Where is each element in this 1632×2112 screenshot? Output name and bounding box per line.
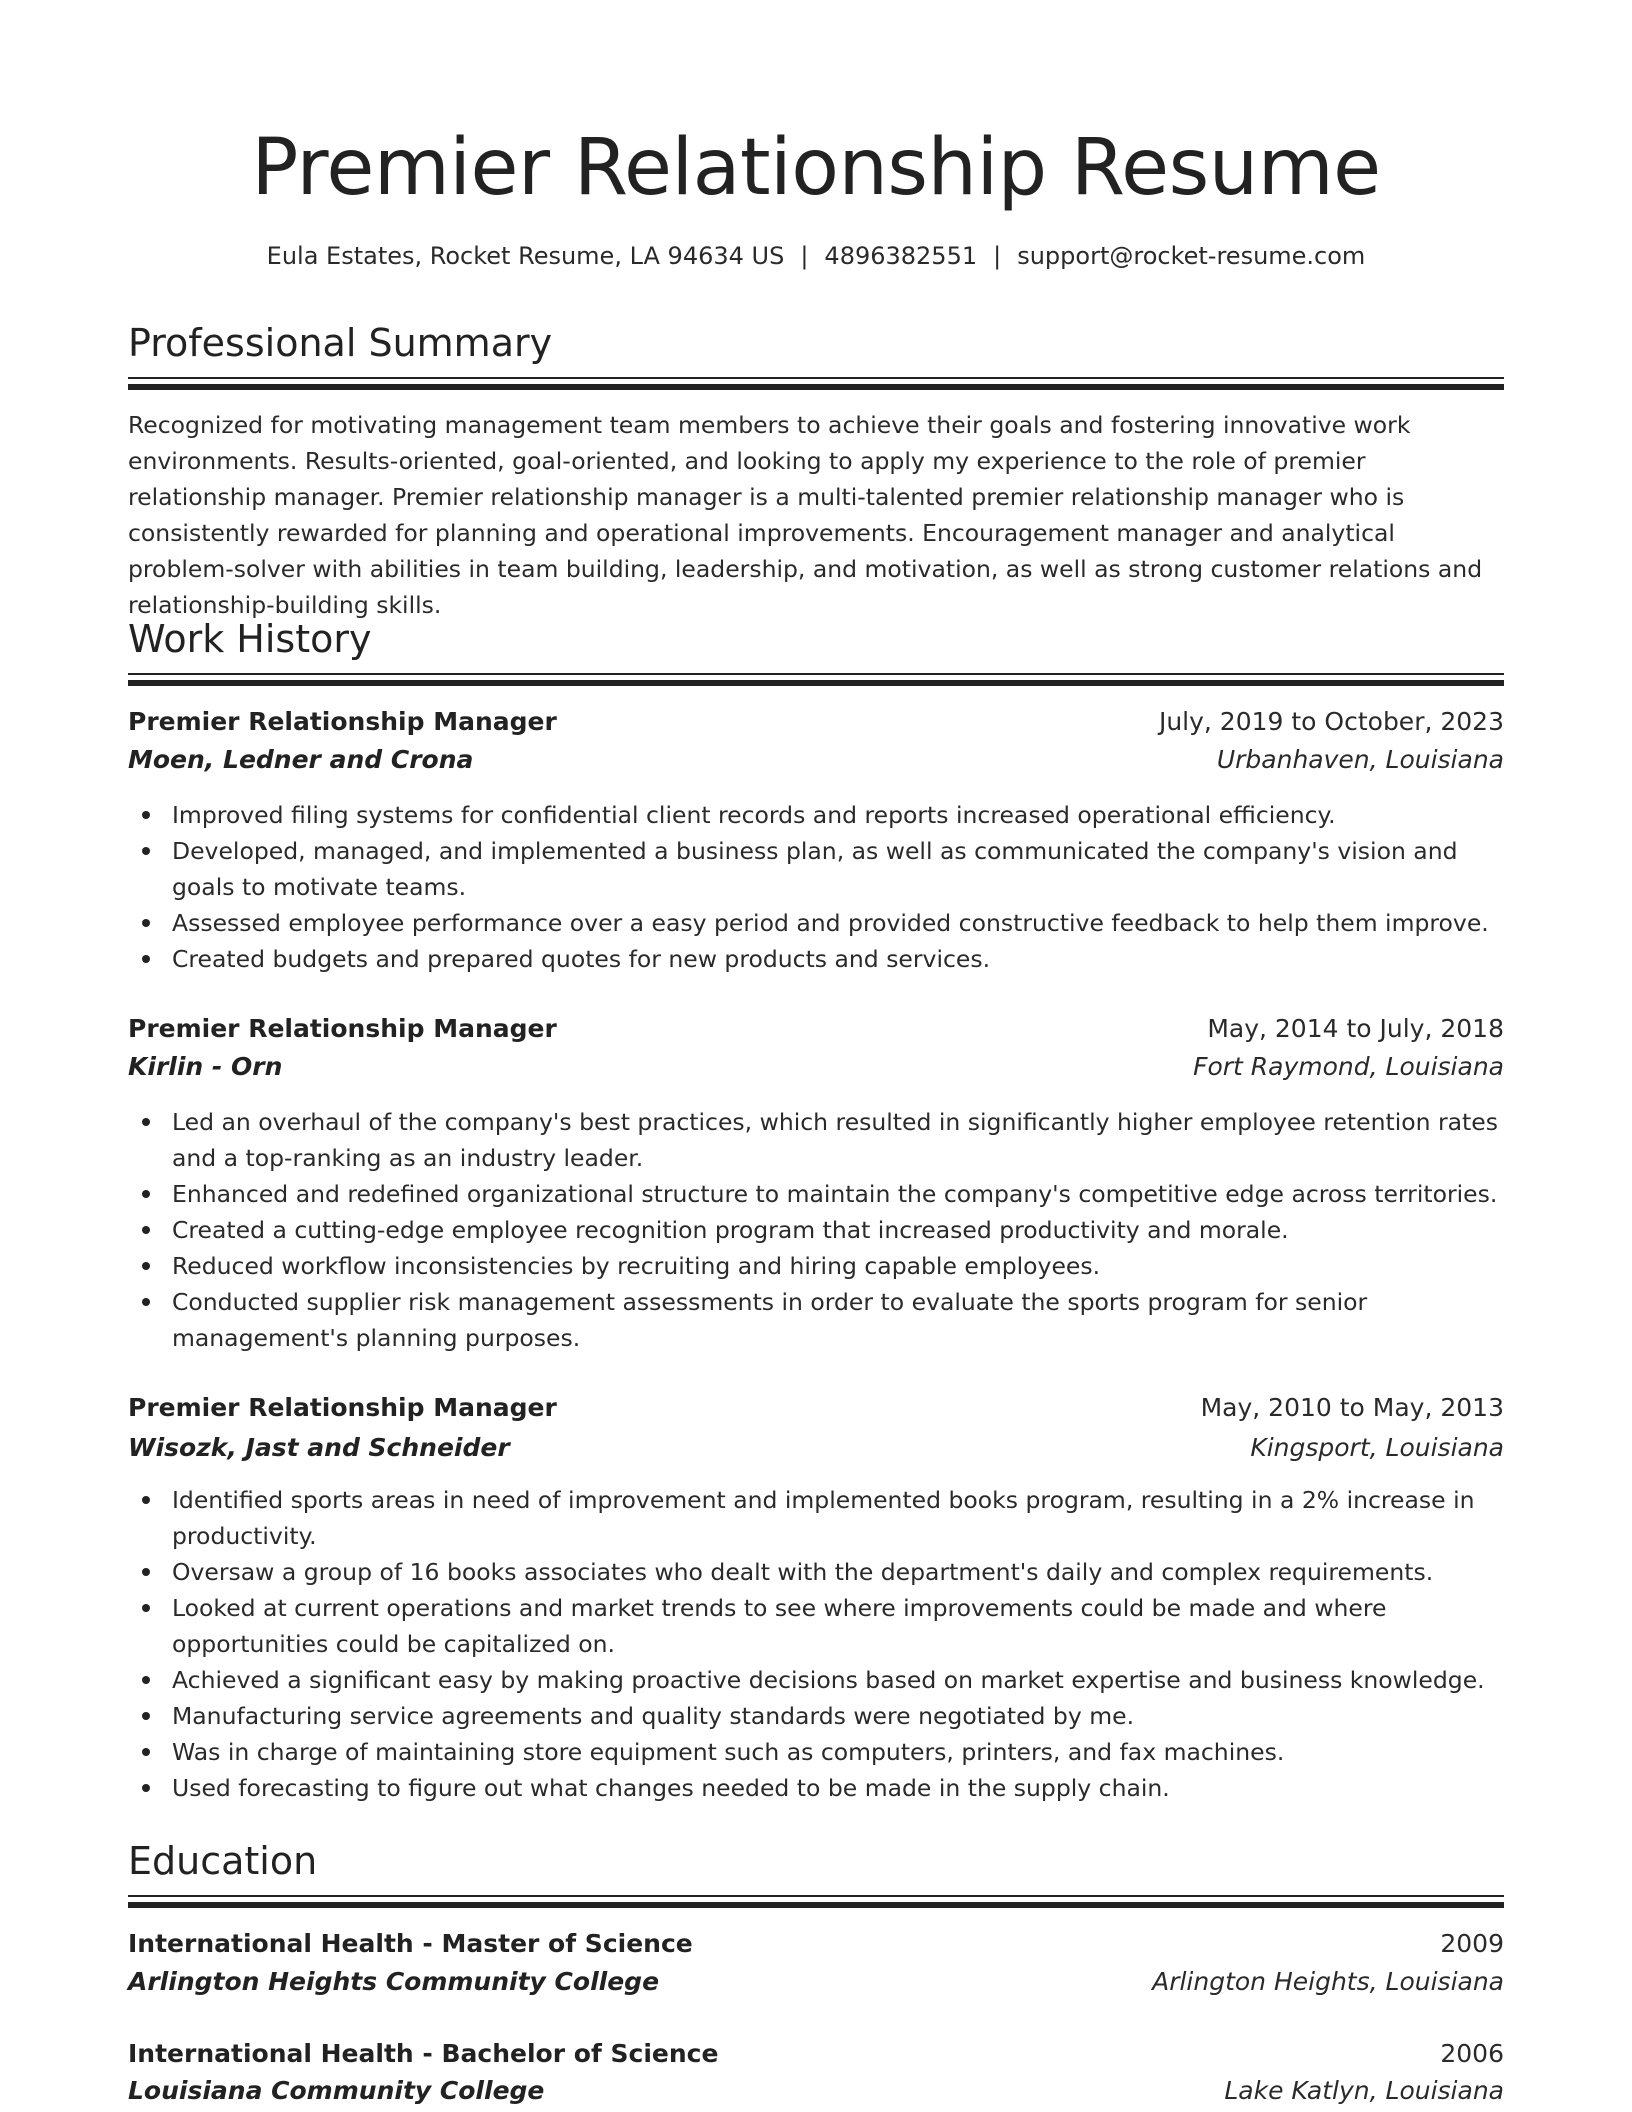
contact-separator: | xyxy=(800,242,809,270)
job-location: Urbanhaven, Louisiana xyxy=(1216,745,1504,774)
education-degree: International Health - Bachelor of Science xyxy=(128,2039,719,2068)
education-year: 2009 xyxy=(1440,1929,1504,1958)
job-dates: May, 2014 to July, 2018 xyxy=(1207,1014,1504,1043)
list-item: Assessed employee performance over a easy period and provided constructive feedback to help them improve. xyxy=(172,905,1504,941)
list-item: Created budgets and prepared quotes for new products and services. xyxy=(172,941,1504,977)
education-subheader xyxy=(128,2072,1504,2110)
job-header xyxy=(128,1389,1504,1427)
contact-phone: 4896382551 xyxy=(824,242,978,270)
list-item: Conducted supplier risk management assessments in order to evaluate the sports program for senior management's planning purposes. xyxy=(172,1284,1504,1356)
job-dates: May, 2010 to May, 2013 xyxy=(1200,1393,1504,1422)
list-item: Developed, managed, and implemented a business plan, as well as communicated the company's vision and goals to motivate teams. xyxy=(172,833,1504,905)
education-degree: International Health - Master of Science xyxy=(128,1929,693,1958)
contact-address: Eula Estates, Rocket Resume, LA 94634 US xyxy=(266,242,785,270)
list-item: Manufacturing service agreements and quality standards were negotiated by me. xyxy=(172,1698,1504,1734)
education-subheader xyxy=(128,1963,1504,2001)
education-header xyxy=(128,2035,1504,2073)
list-item: Achieved a significant easy by making proactive decisions based on market expertise and business knowledge. xyxy=(172,1662,1504,1698)
list-item: Led an overhaul of the company's best practices, which resulted in significantly higher employee retention rates and a top-ranking as an industry leader. xyxy=(172,1104,1504,1176)
list-item: Reduced workflow inconsistencies by recruiting and hiring capable employees. xyxy=(172,1248,1504,1284)
list-item: Enhanced and redefined organizational structure to maintain the company's competitive edge across territories. xyxy=(172,1176,1504,1212)
job-header xyxy=(128,1010,1504,1048)
job-bullet-list xyxy=(128,797,1504,977)
list-item: Created a cutting-edge employee recognition program that increased productivity and morale. xyxy=(172,1212,1504,1248)
section-divider xyxy=(128,673,1504,684)
education-header xyxy=(128,1925,1504,1963)
contact-separator: | xyxy=(993,242,1002,270)
job-title: Premier Relationship Manager xyxy=(128,707,557,736)
job-company: Moen, Ledner and Crona xyxy=(128,745,474,774)
job-company: Wisozk, Jast and Schneider xyxy=(128,1433,510,1462)
list-item: Oversaw a group of 16 books associates who dealt with the department's daily and complex requirements. xyxy=(172,1554,1504,1590)
resume-title: Premier Relationship Resume xyxy=(251,123,1381,213)
list-item: Used forecasting to figure out what changes needed to be made in the supply chain. xyxy=(172,1770,1504,1806)
education-location: Lake Katlyn, Louisiana xyxy=(1224,2076,1504,2105)
job-location: Fort Raymond, Louisiana xyxy=(1193,1052,1504,1081)
education-year: 2006 xyxy=(1440,2039,1504,2068)
education-heading: Education xyxy=(128,1839,318,1883)
job-bullet-list xyxy=(128,1482,1504,1806)
job-subheader xyxy=(128,741,1504,779)
job-dates: July, 2019 to October, 2023 xyxy=(1158,707,1504,736)
summary-text: Recognized for motivating management team members to achieve their goals and fostering innovative work environments. Results-oriented, goal-oriented, and looking to apply my experience to the role of premier relationship manager. Premier relationship manager is a multi-talented premier relationship manager who is consistently rewarded for planning and operational improvements. Encouragement manager and analytical problem-solver with abilities in team building, leadership, and motivation, as well as strong customer relations and relationship-building skills. xyxy=(128,411,1483,619)
list-item: Improved filing systems for confidential client records and reports increased operational efficiency. xyxy=(172,797,1504,833)
job-title: Premier Relationship Manager xyxy=(128,1393,557,1422)
job-title: Premier Relationship Manager xyxy=(128,1014,557,1043)
contact-line xyxy=(128,236,1504,276)
section-divider xyxy=(128,377,1504,388)
education-location: Arlington Heights, Louisiana xyxy=(1152,1967,1504,1996)
education-school: Louisiana Community College xyxy=(128,2076,545,2105)
contact-email[interactable]: support@rocket-resume.com xyxy=(1017,242,1366,270)
job-location: Kingsport, Louisiana xyxy=(1250,1433,1504,1462)
job-subheader xyxy=(128,1048,1504,1086)
list-item: Was in charge of maintaining store equipment such as computers, printers, and fax machines. xyxy=(172,1734,1504,1770)
section-divider xyxy=(128,1895,1504,1906)
list-item: Looked at current operations and market trends to see where improvements could be made and where opportunities could be capitalized on. xyxy=(172,1590,1504,1662)
education-school: Arlington Heights Community College xyxy=(128,1967,660,1996)
job-bullet-list xyxy=(128,1104,1504,1356)
job-subheader xyxy=(128,1429,1504,1467)
job-company: Kirlin - Orn xyxy=(128,1052,283,1081)
job-header xyxy=(128,703,1504,741)
work-heading: Work History xyxy=(128,617,372,661)
summary-heading: Professional Summary xyxy=(128,321,553,365)
list-item: Identified sports areas in need of improvement and implemented books program, resulting in a 2% increase in productivity. xyxy=(172,1482,1504,1554)
